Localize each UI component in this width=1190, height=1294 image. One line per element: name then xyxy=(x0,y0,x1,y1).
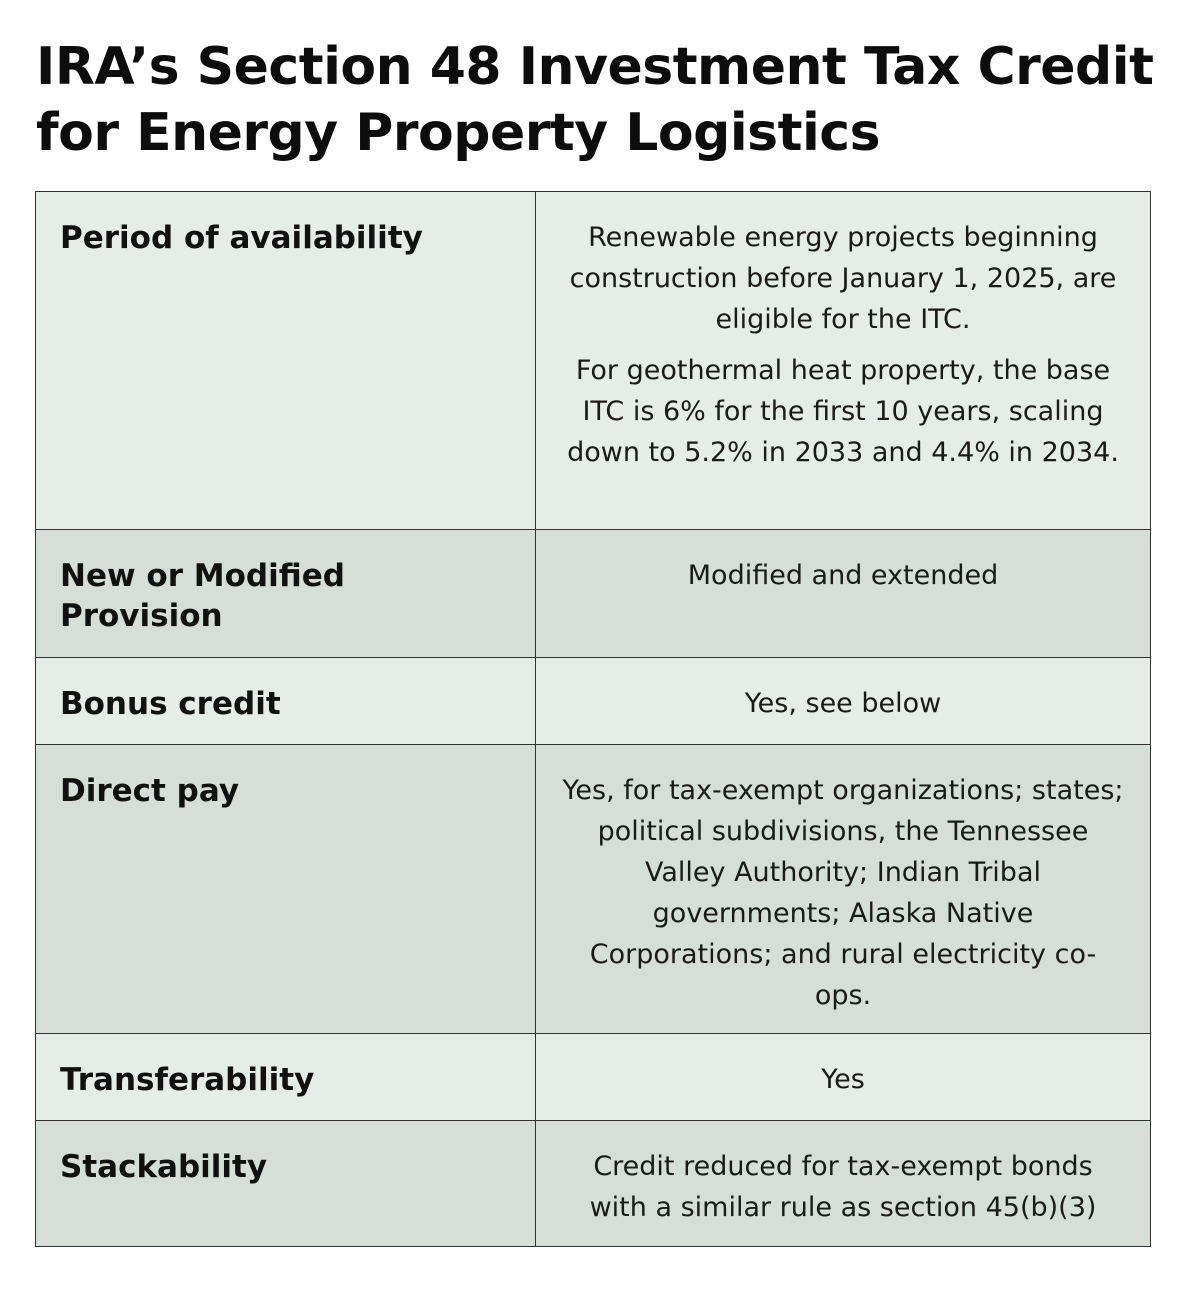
page-title: IRA’s Section 48 Investment Tax Credit for Energy Property Logistics xyxy=(36,37,1154,163)
row-label: Transferability xyxy=(36,1034,536,1121)
row-value xyxy=(536,745,1151,1034)
table-row-transferability xyxy=(36,1034,1151,1121)
row-value-paragraph: Yes, see below xyxy=(744,688,942,719)
row-value-paragraph: Renewable energy projects beginning construction before January 1, 2025, are eligible for the ITC. xyxy=(569,222,1117,335)
row-value-paragraph: Modified and extended xyxy=(687,560,999,591)
row-label: Period of availability xyxy=(36,192,536,530)
table-row-new-or-modified-provision xyxy=(36,530,1151,658)
table-row-stackability xyxy=(36,1121,1151,1247)
row-value xyxy=(536,1034,1151,1121)
row-label: Direct pay xyxy=(36,745,536,1034)
row-value-paragraph: Yes, for tax-exempt organizations; states; political subdivisions, the Tennessee Valley Authority; Indian Tribal governments; Alaska Native Corporations; and rural electricity co-ops. xyxy=(562,775,1124,1011)
row-value xyxy=(536,530,1151,658)
row-value-paragraph: Credit reduced for tax-exempt bonds with a similar rule as section 45(b)(3) xyxy=(589,1151,1097,1223)
table-row-bonus-credit xyxy=(36,658,1151,745)
table-row-direct-pay xyxy=(36,745,1151,1034)
row-value-paragraph: Yes xyxy=(821,1064,865,1095)
row-label: New or Modified Provision xyxy=(36,530,536,658)
row-value xyxy=(536,658,1151,745)
row-value xyxy=(536,1121,1151,1247)
row-label: Bonus credit xyxy=(36,658,536,745)
row-value-paragraph: For geothermal heat property, the base ITC is 6% for the first 10 years, scaling down to 5.2% in 2033 and 4.4% in 2034. xyxy=(567,355,1119,468)
row-value xyxy=(536,192,1151,530)
itc-details-table xyxy=(35,191,1151,1247)
row-label: Stackability xyxy=(36,1121,536,1247)
table-row-period-of-availability xyxy=(36,192,1151,530)
